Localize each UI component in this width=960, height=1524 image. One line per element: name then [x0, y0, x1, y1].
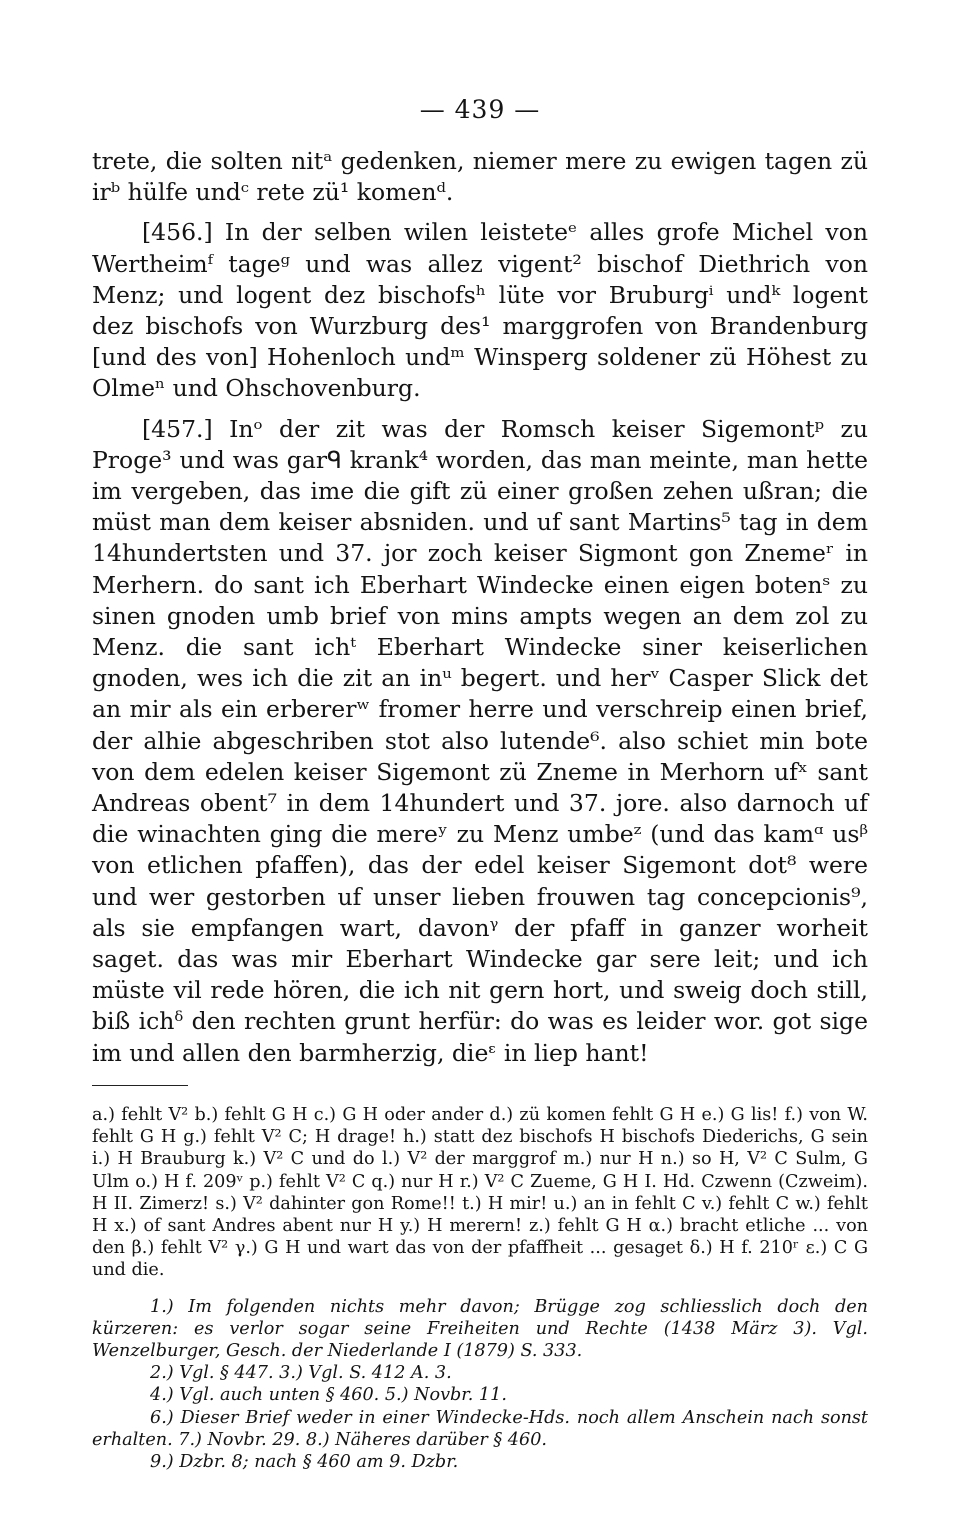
footnote-4-5: 4.) Vgl. auch unten § 460. 5.) Novbr. 11. [150, 1385, 507, 1406]
footnote-6-8: 6.) Dieser Brief weder in einer Windecke-Hds. noch allem Anschein nach sonst erhalten. 7.) Novbr. 29. 8.) Näheres darüber § 460. [92, 1407, 868, 1450]
footnote-1: 1.) Im folgenden nichts mehr davon; Brügge zog schliesslich doch den kürzeren: es verlor sogar seine Freiheiten und Rechte (1438 März 3). Vgl. Wenzelburger, Gesch. der Niederlande I (1879) S. 333. [92, 1296, 868, 1361]
paragraph-continuation: trete, die solten nitᵃ gedenken, niemer mere zu ewigen tagen zü irᵇ hülfe undᶜ rete zü¹ komenᵈ. [92, 147, 868, 207]
paragraph-457: [457.] Inᵒ der zit was der Romsch keiser Sigemontᵖ zu Proge³ und was garᑫ krank⁴ worden, das man meinte, man hette im vergeben, das ime die gift zü einer großen zehen ußran; die müst man dem keiser absniden. und uf sant Martins⁵ tag in dem 14hundertsten und 37. jor zoch keiser Sigmont gon Znemeʳ in Merhern. do sant ich Eberhart Windecke einen eigen botenˢ zu sinen gnoden umb brief von mins ampts wegen an dem zol zu Menz. die sant ichᵗ Eberhart Windecke siner keiserlichen gnoden, wes ich die zit an inᵘ begert. und herᵛ Casper Slick det an mir als ein erbererʷ fromer herre und verschreip einen brief, der alhie abgeschriben stot also lutende⁶. also schiet min bote von dem edelen keiser Sigemont zü Zneme in Merhorn ufˣ sant Andreas obent⁷ in dem 14hundert und 37. jore. also darnoch uf die winachten ging die mereʸ zu Menz umbeᶻ (und das kamᵅ usᵝ von etlichen pfaffen), das der edel keiser Sigemont dot⁸ were und wer gestorben uf unser lieben frouwen tag concepcionis⁹, als sie empfangen wart, davonᵞ der pfaff in ganzer worheit saget. das was mir Eberhart Windecke gar sere leit; und ich müste vil rede hören, die ich nit gern hort, und sweig doch still, biß ichᵟ den rechten grunt herfür: do was es leider wor. got sige im und allen den barmherzig, dieᵋ in liep hant! [92, 414, 868, 1067]
page-number: — 439 — [419, 95, 541, 124]
paragraph-456: [456.] In der selben wilen leisteteᵉ alles grofe Michel von Wertheimᶠ tageᵍ und was allez vigent² bischof Diethrich von Menz; und logent dez bischofsʰ lüte vor Bruburgⁱ undᵏ logent dez bischofs von Wurzburg des¹ marggrofen von Brandenburg [und des von] Hohenloch undᵐ Winsperg soldener zü Höhest zu Olmeⁿ und Ohschovenburg. [92, 218, 868, 403]
footnote-2-3: 2.) Vgl. § 447. 3.) Vgl. S. 412 A. 3. [150, 1363, 452, 1384]
critical-apparatus: a.) fehlt V² b.) fehlt G H c.) G H oder ander d.) zü komen fehlt G H e.) G lis! f.) von W. fehlt G H g.) fehlt V² C; H drage! h.) statt dez bischofs H bischofs Diederichs, G sein i.) H Brauburg k.) V² C und do l.) V² der marggrof m.) nur H n.) so H, V² C Sulm, G Ulm o.) H f. 209ᵛ p.) fehlt V² C q.) nur H r.) V² C Zueme, G H I. Hd. Czwenn (Czweim). H II. Zimerz! s.) V² dahinter gon Rome!! t.) H mir! u.) an in fehlt C v.) fehlt C w.) fehlt H x.) of sant Andres abent nur H y.) H merern! z.) fehlt G H α.) bracht etliche ... von den β.) fehlt V² γ.) G H und wart das von der pfaffheit ... gesaget δ.) H f. 210ʳ ε.) C G und die. [92, 1104, 868, 1281]
footnotes [92, 1296, 868, 1474]
footnote-9: 9.) Dzbr. 8; nach § 460 am 9. Dzbr. [150, 1451, 459, 1472]
footnote-divider [92, 1085, 188, 1086]
main-text [92, 146, 868, 1069]
